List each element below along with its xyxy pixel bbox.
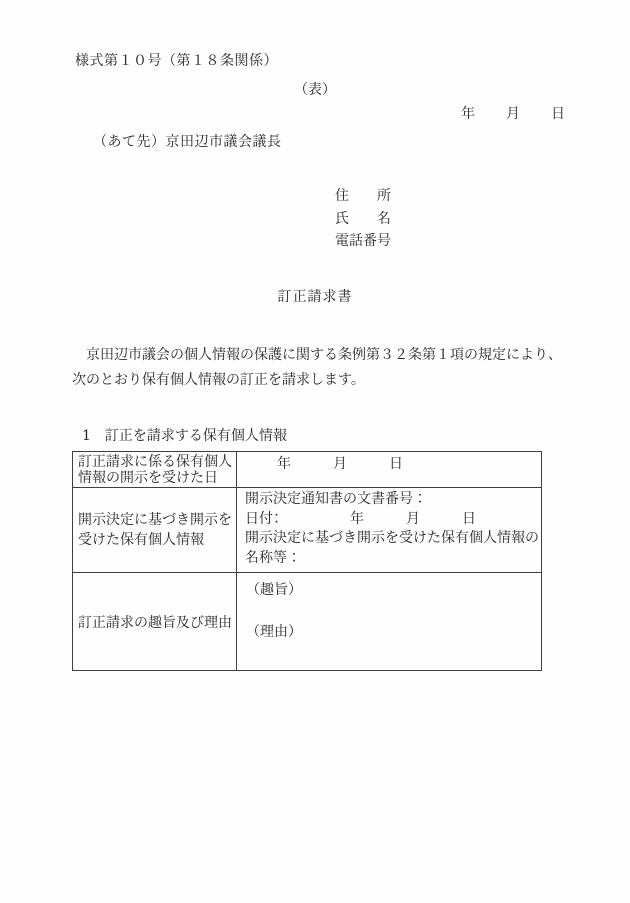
row2-info-name-line2: 名称等： (245, 549, 301, 566)
applicant-block (335, 185, 391, 253)
row3-label: 訂正請求の趣旨及び理由 (78, 614, 232, 631)
row1-date-value: 年 月 日 (277, 456, 403, 472)
body-paragraph-line2: 次のとおり保有個人情報の訂正を請求します。 (72, 372, 365, 388)
body-paragraph (72, 343, 572, 393)
row2-date-line: 日付： 年 月 日 (245, 510, 476, 527)
table-row1-label-cell (73, 452, 237, 488)
addressee-line: （あて先）京田辺市議会議長 (93, 134, 282, 150)
date-line: 年 月 日 (461, 106, 566, 122)
body-paragraph-line1: 京田辺市議会の個人情報の保護に関する条例第３２条第１項の規定により、 (72, 347, 562, 363)
row1-label-line1: 訂正請求に係る保有個人 (78, 454, 232, 470)
table-row1-value-cell (237, 452, 541, 488)
row2-info-name-line1: 開示決定に基づき開示を受けた保有個人情報の (245, 530, 539, 546)
document-title: 訂正請求書 (277, 289, 353, 305)
name-label: 氏 名 (335, 210, 391, 227)
phone-label: 電話番号 (335, 233, 391, 249)
correction-request-table (72, 451, 542, 671)
table-row3-value-cell (237, 573, 541, 670)
table-row2-value-cell (237, 488, 541, 573)
side-label: （表） (294, 82, 336, 98)
section-1-heading: 1 訂正を請求する保有個人情報 (82, 428, 287, 444)
row1-label-line2: 情報の開示を受けた日 (78, 470, 218, 486)
table-row3-label-cell (73, 573, 237, 670)
row2-document-number-line: 開示決定通知書の文書番号： (245, 491, 427, 507)
address-label: 住 所 (335, 188, 391, 204)
form-number: 様式第１０号（第１８条関係） (75, 53, 278, 69)
row2-label-line1: 開示決定に基づき開示を (78, 512, 232, 528)
purport-label: （趣旨） (246, 582, 302, 598)
table-row2-label-cell (73, 488, 237, 573)
reason-label: （理由） (246, 624, 302, 640)
row2-label-line2: 受けた保有個人情報 (78, 532, 204, 548)
